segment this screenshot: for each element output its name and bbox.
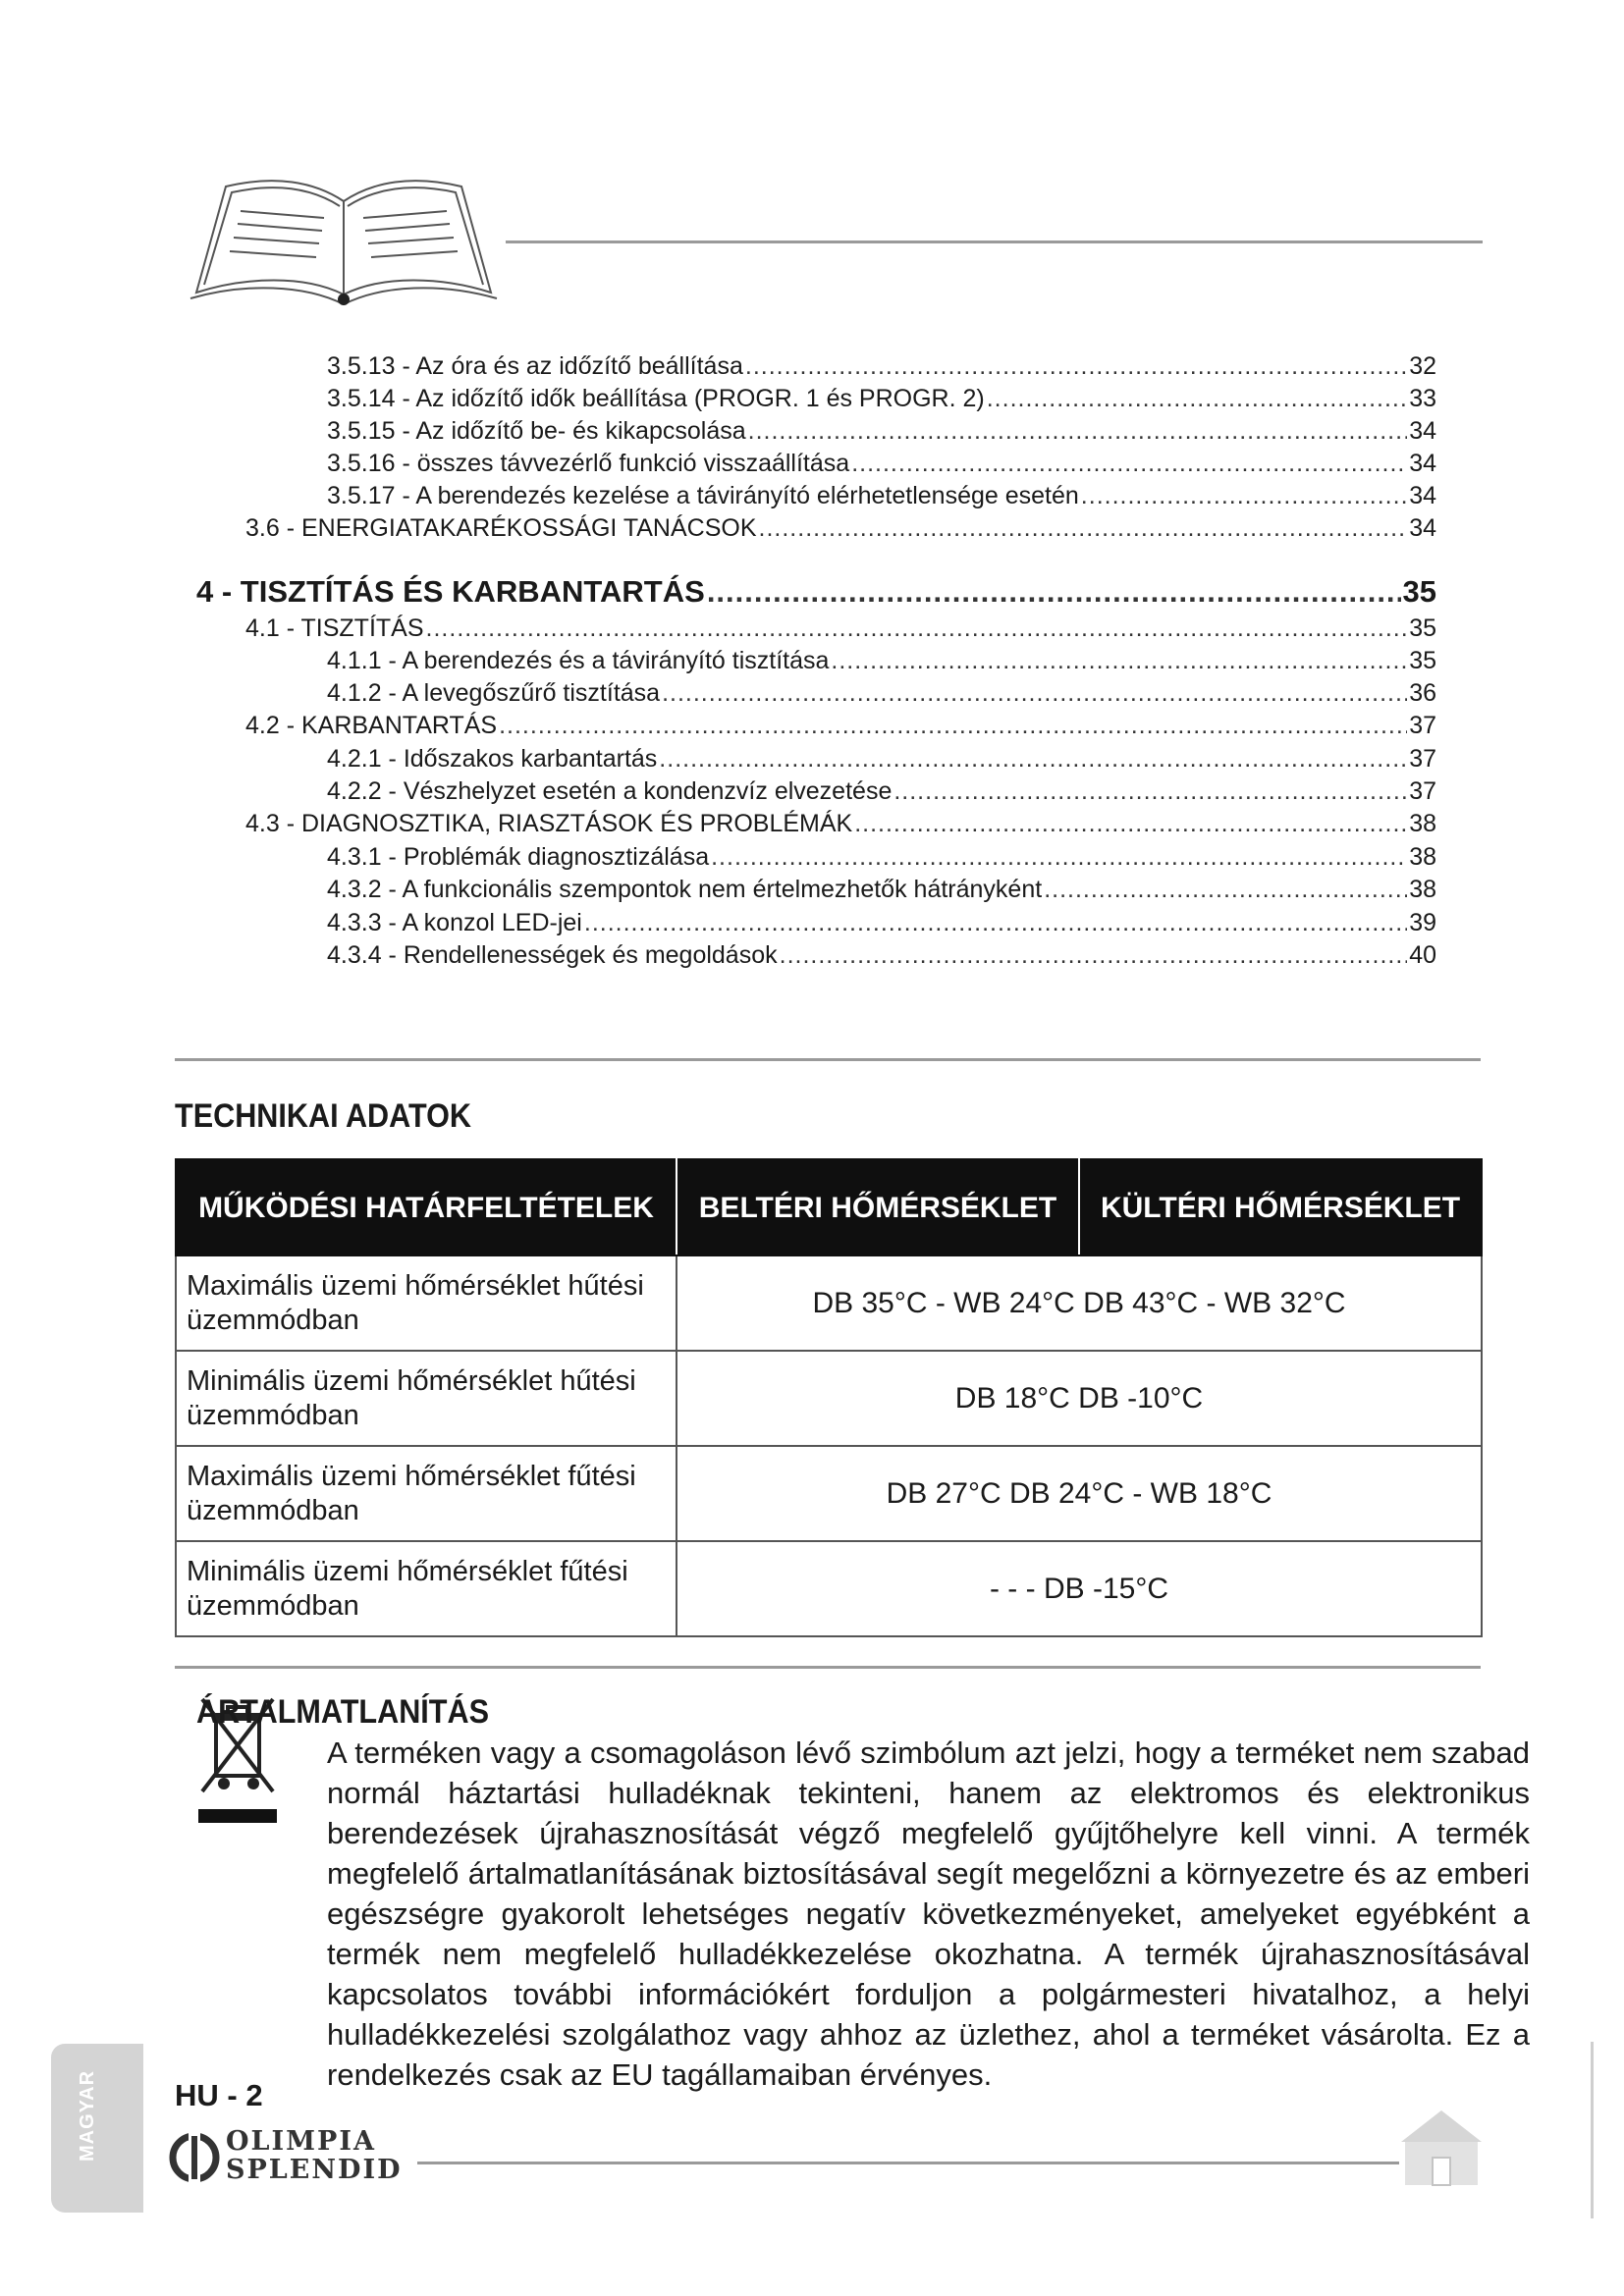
technical-data-title: TECHNIKAI ADATOK [175, 1097, 472, 1135]
toc-entry: 3.6 - ENERGIATAKARÉKOSSÁGI TANÁCSOK ..... 34 [245, 512, 1436, 544]
brand-logo-line1: OLIMPIA [226, 2126, 376, 2157]
brand-logo-icon [167, 2130, 222, 2185]
toc-entry: 4.3.2 - A funkcionális szempontok nem értelmezhetők hátrányként ..... 38 [327, 874, 1436, 905]
operating-limits-table [175, 1158, 1483, 1637]
toc-entry: 4.3.3 - A konzol LED-jei ..... 39 [327, 907, 1436, 938]
brand-logo-line2: SPLENDID [226, 2155, 403, 2185]
toc-entry: 3.5.13 - Az óra és az időzítő beállítása ..... 32 [327, 350, 1436, 382]
brand-logo [226, 2127, 403, 2184]
table-row [176, 1541, 1482, 1636]
section-divider [175, 1058, 1481, 1061]
disposal-text: A terméken vagy a csomagoláson lévő szimbólum azt jelzi, hogy a terméket nem szabad normál háztartási hulladéknak tekinteni, hanem az elektromos és elektronikus berendezések újrahasznosítását végző megfelelő gyűjtőhelyre kell vinni. A termék megfelelő ártalmatlanításának biztosításával segít megelőzni a környezetre és az emberi egészségre gyakorolt lehetséges negatív következményeket, amelyeket egyébként a termék nem megfelelő hulladékkezelése okozhatna. A termék újrahasznosításával kapcsolatos további információkért forduljon a polgármesteri hivatalhoz, a helyi hulladékkezelési szolgálathoz vagy ahhoz az üzlethez, ahol a terméket vásárolta. Ez a rendelkezés csak az EU tagállamaiban érvényes. [327, 1735, 1530, 2092]
toc-entry: 4.1 - TISZTÍTÁS ..... 35 [245, 613, 1436, 644]
footer-divider [417, 2162, 1399, 2164]
language-side-tab [51, 2044, 143, 2213]
home-icon[interactable] [1399, 2109, 1484, 2187]
table-header-conditions: MŰKÖDÉSI HATÁRFELTÉTELEK [176, 1159, 677, 1255]
toc-entry: 4.3.4 - Rendellenességek és megoldások ..... 40 [327, 939, 1436, 971]
table-cell-label: Minimális üzemi hőmérséklet hűtési üzemmódban [176, 1351, 677, 1446]
toc-chapter-heading: 4 - TISZTÍTÁS ÉS KARBANTARTÁS ..... 35 [196, 573, 1436, 611]
toc-entry: 4.2 - KARBANTARTÁS ..... 37 [245, 710, 1436, 741]
toc-entry: 3.5.15 - Az időzítő be- és kikapcsolása ..... 34 [327, 415, 1436, 447]
page-edge [1591, 2042, 1594, 2218]
table-cell-value: DB 35°C - WB 24°C DB 43°C - WB 32°C [677, 1255, 1482, 1351]
top-divider [506, 240, 1483, 243]
table-cell-value: - - - DB -15°C [677, 1541, 1482, 1636]
table-row [176, 1446, 1482, 1541]
table-cell-value: DB 18°C DB -10°C [677, 1351, 1482, 1446]
toc-entry: 3.5.14 - Az időzítő idők beállítása (PROGR. 1 és PROGR. 2) ..... 33 [327, 383, 1436, 414]
table-cell-label: Maximális üzemi hőmérséklet hűtési üzemmódban [176, 1255, 677, 1351]
toc-entry: 3.5.16 - összes távvezérlő funkció visszaállítása ..... 34 [327, 448, 1436, 479]
table-cell-value: DB 27°C DB 24°C - WB 18°C [677, 1446, 1482, 1541]
table-header-indoor: BELTÉRI HŐMÉRSÉKLET [677, 1159, 1079, 1255]
table-row [176, 1351, 1482, 1446]
toc-entry: 4.2.2 - Vészhelyzet esetén a kondenzvíz elvezetése ..... 37 [327, 775, 1436, 807]
page-number: HU - 2 [175, 2078, 263, 2112]
open-book-icon [187, 167, 501, 309]
toc-entry: 4.2.1 - Időszakos karbantartás ..... 37 [327, 743, 1436, 774]
table-cell-label: Maximális üzemi hőmérséklet fűtési üzemmódban [176, 1446, 677, 1541]
toc-entry: 3.5.17 - A berendezés kezelése a távirányító elérhetetlensége esetén ..... 34 [327, 480, 1436, 511]
toc-entry: 4.3 - DIAGNOSZTIKA, RIASZTÁSOK ÉS PROBLÉMÁK ..... 38 [245, 808, 1436, 839]
language-label: MAGYAR [77, 2069, 98, 2162]
toc-entry: 4.1.1 - A berendezés és a távirányító tisztítása ..... 35 [327, 645, 1436, 676]
toc-entry: 4.1.2 - A levegőszűrő tisztítása ..... 36 [327, 677, 1436, 709]
section-divider [175, 1666, 1481, 1669]
table-header-outdoor: KÜLTÉRI HŐMÉRSÉKLET [1079, 1159, 1482, 1255]
table-row [176, 1255, 1482, 1351]
disposal-title: ÁRTALMATLANÍTÁS [196, 1693, 490, 1731]
table-cell-label: Minimális üzemi hőmérséklet fűtési üzemmódban [176, 1541, 677, 1636]
toc-entry: 4.3.1 - Problémák diagnosztizálása ..... 38 [327, 841, 1436, 873]
